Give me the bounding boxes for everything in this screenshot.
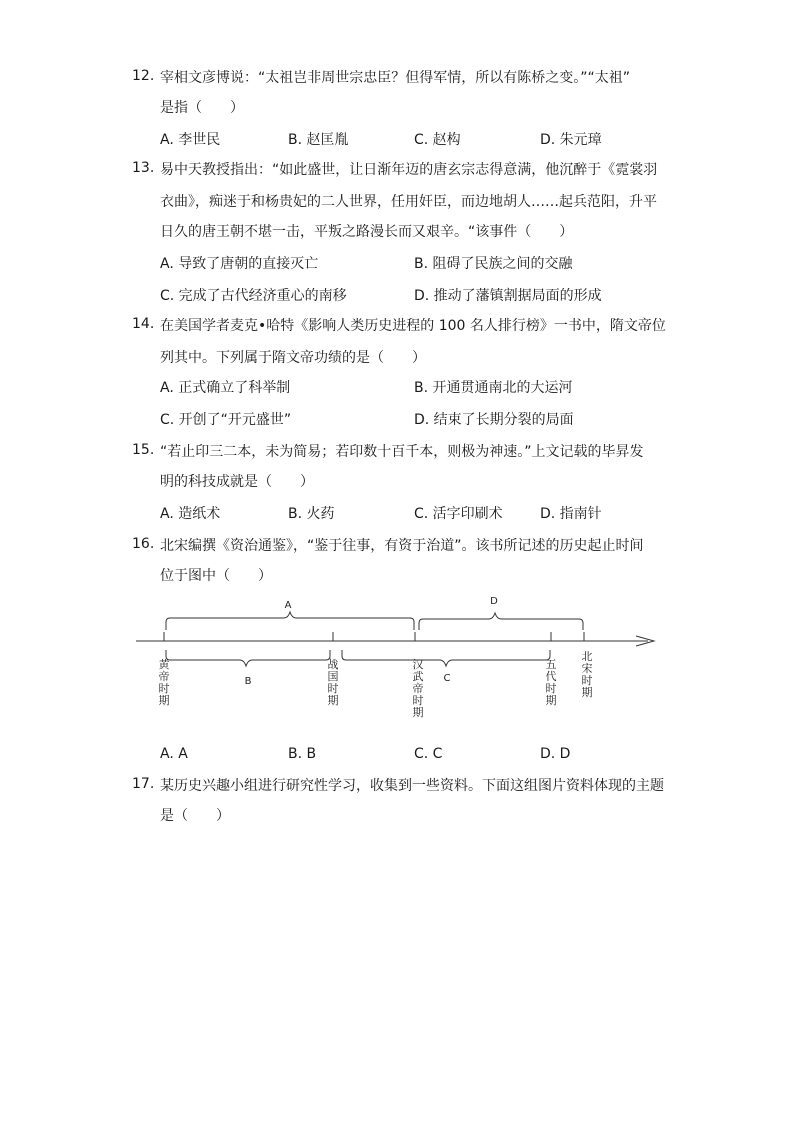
option-b[interactable]: B. 赵匡胤 xyxy=(288,132,349,148)
period-label: 五代时期 xyxy=(545,658,557,707)
label-b: B xyxy=(244,676,252,687)
question-number: 13. xyxy=(132,160,155,176)
option-d[interactable]: D. 朱元璋 xyxy=(540,132,602,148)
question-text: 明的科技成就是（ ） xyxy=(160,474,314,490)
question-number: 17. xyxy=(132,776,155,792)
brace-b xyxy=(166,650,330,666)
period-label: 黄帝时期 xyxy=(158,658,170,707)
option-a[interactable]: A. 造纸术 xyxy=(160,506,221,522)
option-b[interactable]: B. 开通贯通南北的大运河 xyxy=(414,380,573,396)
label-d: D xyxy=(490,596,498,607)
question-text: “若止印三二本，未为简易；若印数十百千本，则极为神速。”上文记载的毕昇发 xyxy=(160,444,644,460)
question-number: 16. xyxy=(132,536,155,552)
timeline-diagram xyxy=(130,590,670,730)
question-text: 是指（ ） xyxy=(160,100,244,116)
option-c[interactable]: C. 开创了“开元盛世” xyxy=(160,412,292,428)
option-c[interactable]: C. C xyxy=(414,746,443,762)
option-c[interactable]: C. 活字印刷术 xyxy=(414,506,503,522)
question-text: 衣曲》，痴迷于和杨贵妃的二人世界，任用奸臣，而边地胡人……起兵范阳，升平 xyxy=(160,194,657,210)
question-text: 在美国学者麦克•哈特《影响人类历史进程的 100 名人排行榜》一书中，隋文帝位 xyxy=(160,318,666,334)
label-a: A xyxy=(284,600,292,611)
option-c[interactable]: C. 赵构 xyxy=(414,132,461,148)
option-a[interactable]: A. 导致了唐朝的直接灭亡 xyxy=(160,256,319,272)
option-d[interactable]: D. D xyxy=(540,746,571,762)
period-label: 战国时期 xyxy=(327,658,339,707)
question-text: 北宋编撰《资治通鉴》，“鉴于往事，有资于治道”。该书所记述的历史起止时间 xyxy=(160,538,644,554)
option-a[interactable]: A. A xyxy=(160,746,188,762)
question-text: 易中天教授指出：“如此盛世，让日渐年迈的唐玄宗志得意满，他沉醉于《霓裳羽 xyxy=(160,162,658,178)
option-a[interactable]: A. 李世民 xyxy=(160,132,221,148)
question-text: 日久的唐王朝不堪一击，平叛之路漫长而又艰辛。“该事件（ ） xyxy=(160,224,574,240)
question-text: 是（ ） xyxy=(160,808,230,824)
question-text: 位于图中（ ） xyxy=(160,568,272,584)
period-label: 汉武帝时期 xyxy=(412,658,424,719)
brace-d xyxy=(419,613,583,630)
question-text: 列其中。下列属于隋文帝功绩的是（ ） xyxy=(160,350,426,366)
brace-a xyxy=(166,612,414,630)
question-text: 宰相文彦博说：“太祖岂非周世宗忠臣？但得军情，所以有陈桥之变。”“太祖” xyxy=(160,70,631,86)
question-number: 14. xyxy=(132,316,155,332)
option-b[interactable]: B. 阻碍了民族之间的交融 xyxy=(414,256,573,272)
option-d[interactable]: D. 推动了藩镇割据局面的形成 xyxy=(414,288,602,304)
option-b[interactable]: B. 火药 xyxy=(288,506,335,522)
question-number: 15. xyxy=(132,442,155,458)
label-c: C xyxy=(443,673,451,684)
question-number: 12. xyxy=(132,68,155,84)
question-text: 某历史兴趣小组进行研究性学习，收集到一些资料。下面这组图片资料体现的主题 xyxy=(160,778,664,794)
option-d[interactable]: D. 结束了长期分裂的局面 xyxy=(414,412,574,428)
option-b[interactable]: B. B xyxy=(288,746,317,762)
period-label: 北宋时期 xyxy=(581,650,593,699)
option-d[interactable]: D. 指南针 xyxy=(540,506,602,522)
option-c[interactable]: C. 完成了古代经济重心的南移 xyxy=(160,288,347,304)
option-a[interactable]: A. 正式确立了科举制 xyxy=(160,380,291,396)
brace-c xyxy=(342,650,550,666)
